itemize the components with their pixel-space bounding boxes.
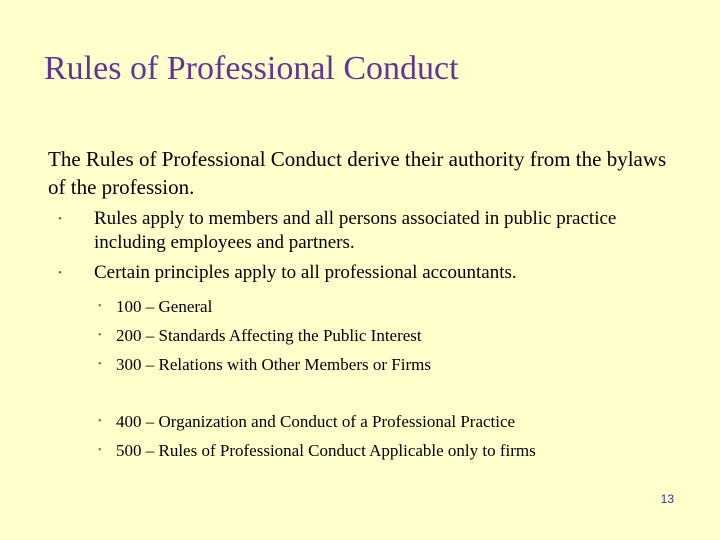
bullet-icon: • [98, 330, 102, 341]
sub-bullet-text: 300 – Relations with Other Members or Firms [116, 355, 431, 374]
page-number: 13 [660, 492, 674, 506]
sub-bullet-text: 400 – Organization and Conduct of a Professional Practice [116, 412, 516, 431]
sub-bullet-text: 500 – Rules of Professional Conduct Applicable only to firms [116, 441, 536, 460]
bullet-icon: • [98, 416, 102, 427]
intro-paragraph: The Rules of Professional Conduct derive their authority from the bylaws of the profession. [48, 147, 667, 199]
bullet-icon: • [98, 445, 102, 456]
bullet-icon: • [98, 359, 102, 370]
list-item [58, 207, 678, 255]
bullet-icon: • [58, 267, 62, 279]
list-item [98, 354, 692, 376]
list-item [98, 296, 692, 318]
bullet-icon: • [58, 213, 62, 225]
sub-bullet-list-1 [98, 296, 692, 383]
main-bullet-list [58, 207, 678, 291]
list-item [98, 440, 692, 462]
bullet-text: Certain principles apply to all professional accountants. [94, 262, 517, 283]
sub-bullet-text: 200 – Standards Affecting the Public Interest [116, 326, 422, 345]
slide-title: Rules of Professional Conduct [44, 50, 459, 87]
list-item [98, 411, 692, 433]
sub-bullet-list-2 [98, 411, 692, 469]
bullet-text: Rules apply to members and all persons associated in public practice including employees and partners. [94, 208, 617, 253]
list-item [58, 261, 678, 285]
bullet-icon: • [98, 301, 102, 312]
list-item [98, 325, 692, 347]
sub-bullet-text: 100 – General [116, 297, 213, 316]
